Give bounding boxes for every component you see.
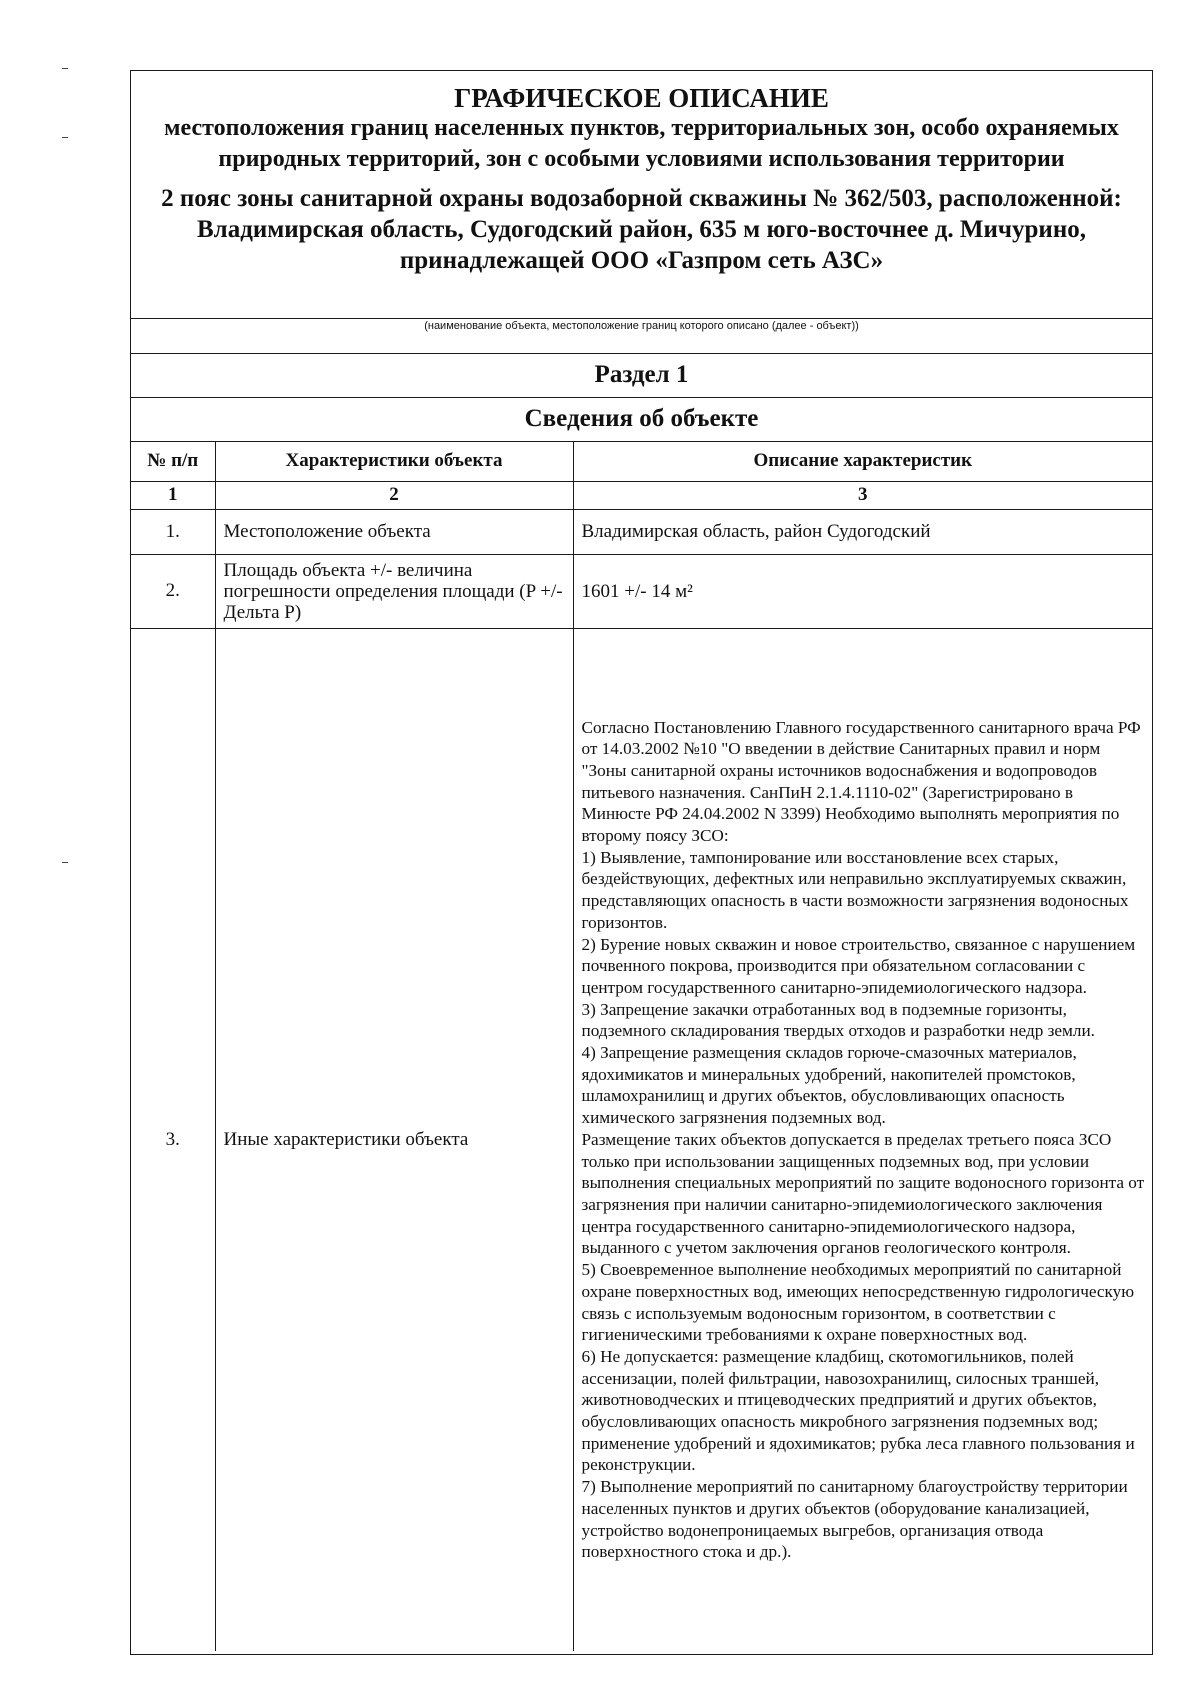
column-number: 1	[131, 481, 215, 509]
description-paragraph: 2) Бурение новых скважин и новое строительство, связанное с нарушением почвенного покрова, производится при обязательном согласовании с центром государственного санитарно-эпидемиологического надзора.	[581, 934, 1136, 997]
table-header-row	[131, 442, 1152, 481]
column-number: 3	[573, 481, 1152, 509]
object-info-table	[131, 442, 1152, 1651]
description-paragraph: Размещение таких объектов допускается в пределах третьего пояса ЗСО только при использовании защищенных подземных вод, при условии выполнения специальных мероприятий по защите водоносного горизонта от загрязнения при наличии санитарно-эпидемиологического заключения центра государственного санитарно-эпидемиологического надзора, выданного с учетом заключения органов геологического контроля.	[581, 1129, 1145, 1258]
row-characteristic: Иные характеристики объекта	[215, 628, 573, 1651]
row-description	[573, 628, 1152, 1651]
margin-mark	[62, 862, 68, 863]
column-number-row	[131, 481, 1152, 509]
description-paragraph: 5) Своевременное выполнение необходимых мероприятий по санитарной охране поверхностных вод, имеющих непосредственную гидрологическую связь с используемым водоносным горизонтом, в соответствии с гигиеническими требованиями к охране поверхностных вод.	[581, 1260, 1135, 1345]
section-title: Раздел 1	[131, 354, 1152, 398]
document-subtitle: местоположения границ населенных пунктов, территориальных зон, особо охраняемых природных территорий, зон с особыми условиями использования территории	[164, 115, 1119, 172]
row-description: 1601 +/- 14 м²	[573, 554, 1152, 628]
table-row	[131, 628, 1152, 1651]
description-paragraph: 3) Запрещение закачки отработанных вод в подземные горизонты, подземного складирования твердых отходов и разработки недр земли.	[581, 999, 1095, 1041]
row-characteristic: Площадь объекта +/- величина погрешности определения площади (P +/- Дельта P)	[215, 554, 573, 628]
table-row	[131, 554, 1152, 628]
margin-mark	[62, 137, 68, 138]
description-paragraph: 1) Выявление, тампонирование или восстановление всех старых, бездействующих, дефектных или неправильно эксплуатируемых скважин, представляющих опасность в части возможности загрязнения водоносных горизонтов.	[581, 847, 1129, 932]
object-name: 2 пояс зоны санитарной охраны водозаборной скважины № 362/503, расположенной: Владимирская область, Судогодский район, 635 м юго-восточнее д. Мичурино, принадлежащей ООО «Газпром сеть АЗС»	[161, 185, 1122, 274]
name-underline	[131, 318, 1152, 319]
row-number: 1.	[131, 509, 215, 554]
row-characteristic: Местоположение объекта	[215, 509, 573, 554]
header-cell-characteristic: Характеристики объекта	[215, 442, 573, 481]
header-cell-description: Описание характеристик	[573, 442, 1152, 481]
document-frame	[130, 70, 1153, 1655]
description-paragraph: 6) Не допускается: размещение кладбищ, скотомогильников, полей ассенизации, полей фильтрации, навозохранилищ, силосных траншей, животноводческих и птицеводческих предприятий и других объектов, обусловливающих опасность микробного загрязнения подземных вод; применение удобрений и ядохимикатов; рубка леса главного пользования и реконструкции.	[581, 1346, 1135, 1475]
document-header	[131, 71, 1152, 354]
description-paragraph: Согласно Постановлению Главного государственного санитарного врача РФ от 14.03.2002 №10 "О введении в действие Санитарных правил и норм "Зоны санитарной охраны источников водоснабжения и водопроводов питьевого назначения. СанПиН 2.1.4.1110-02" (Зарегистрировано в Минюсте РФ 24.04.2002 N 3399) Необходимо выполнять мероприятия по второму поясу ЗСО:	[581, 717, 1141, 846]
row-number: 2.	[131, 554, 215, 628]
description-paragraph: 7) Выполнение мероприятий по санитарному благоустройству территории населенных пунктов и других объектов (оборудование канализацией, устройство водонепроницаемых выгребов, организация отвода поверхностного стока и др.).	[581, 1477, 1128, 1562]
column-number: 2	[215, 481, 573, 509]
table-row	[131, 509, 1152, 554]
object-name-caption: (наименование объекта, местоположение границ которого описано (далее - объект))	[424, 320, 859, 332]
section-subtitle: Сведения об объекте	[131, 398, 1152, 442]
description-paragraph: 4) Запрещение размещения складов горюче-смазочных материалов, ядохимикатов и минеральных удобрений, накопителей промстоков, шламохранилищ и других объектов, обусловливающих опасность химического загрязнения подземных вод.	[581, 1043, 1077, 1128]
document-title: ГРАФИЧЕСКОЕ ОПИСАНИЕ	[454, 83, 829, 113]
row-number: 3.	[131, 628, 215, 1651]
header-cell-number: № п/п	[131, 442, 215, 481]
row-description: Владимирская область, район Судогодский	[573, 509, 1152, 554]
margin-mark	[62, 68, 68, 69]
